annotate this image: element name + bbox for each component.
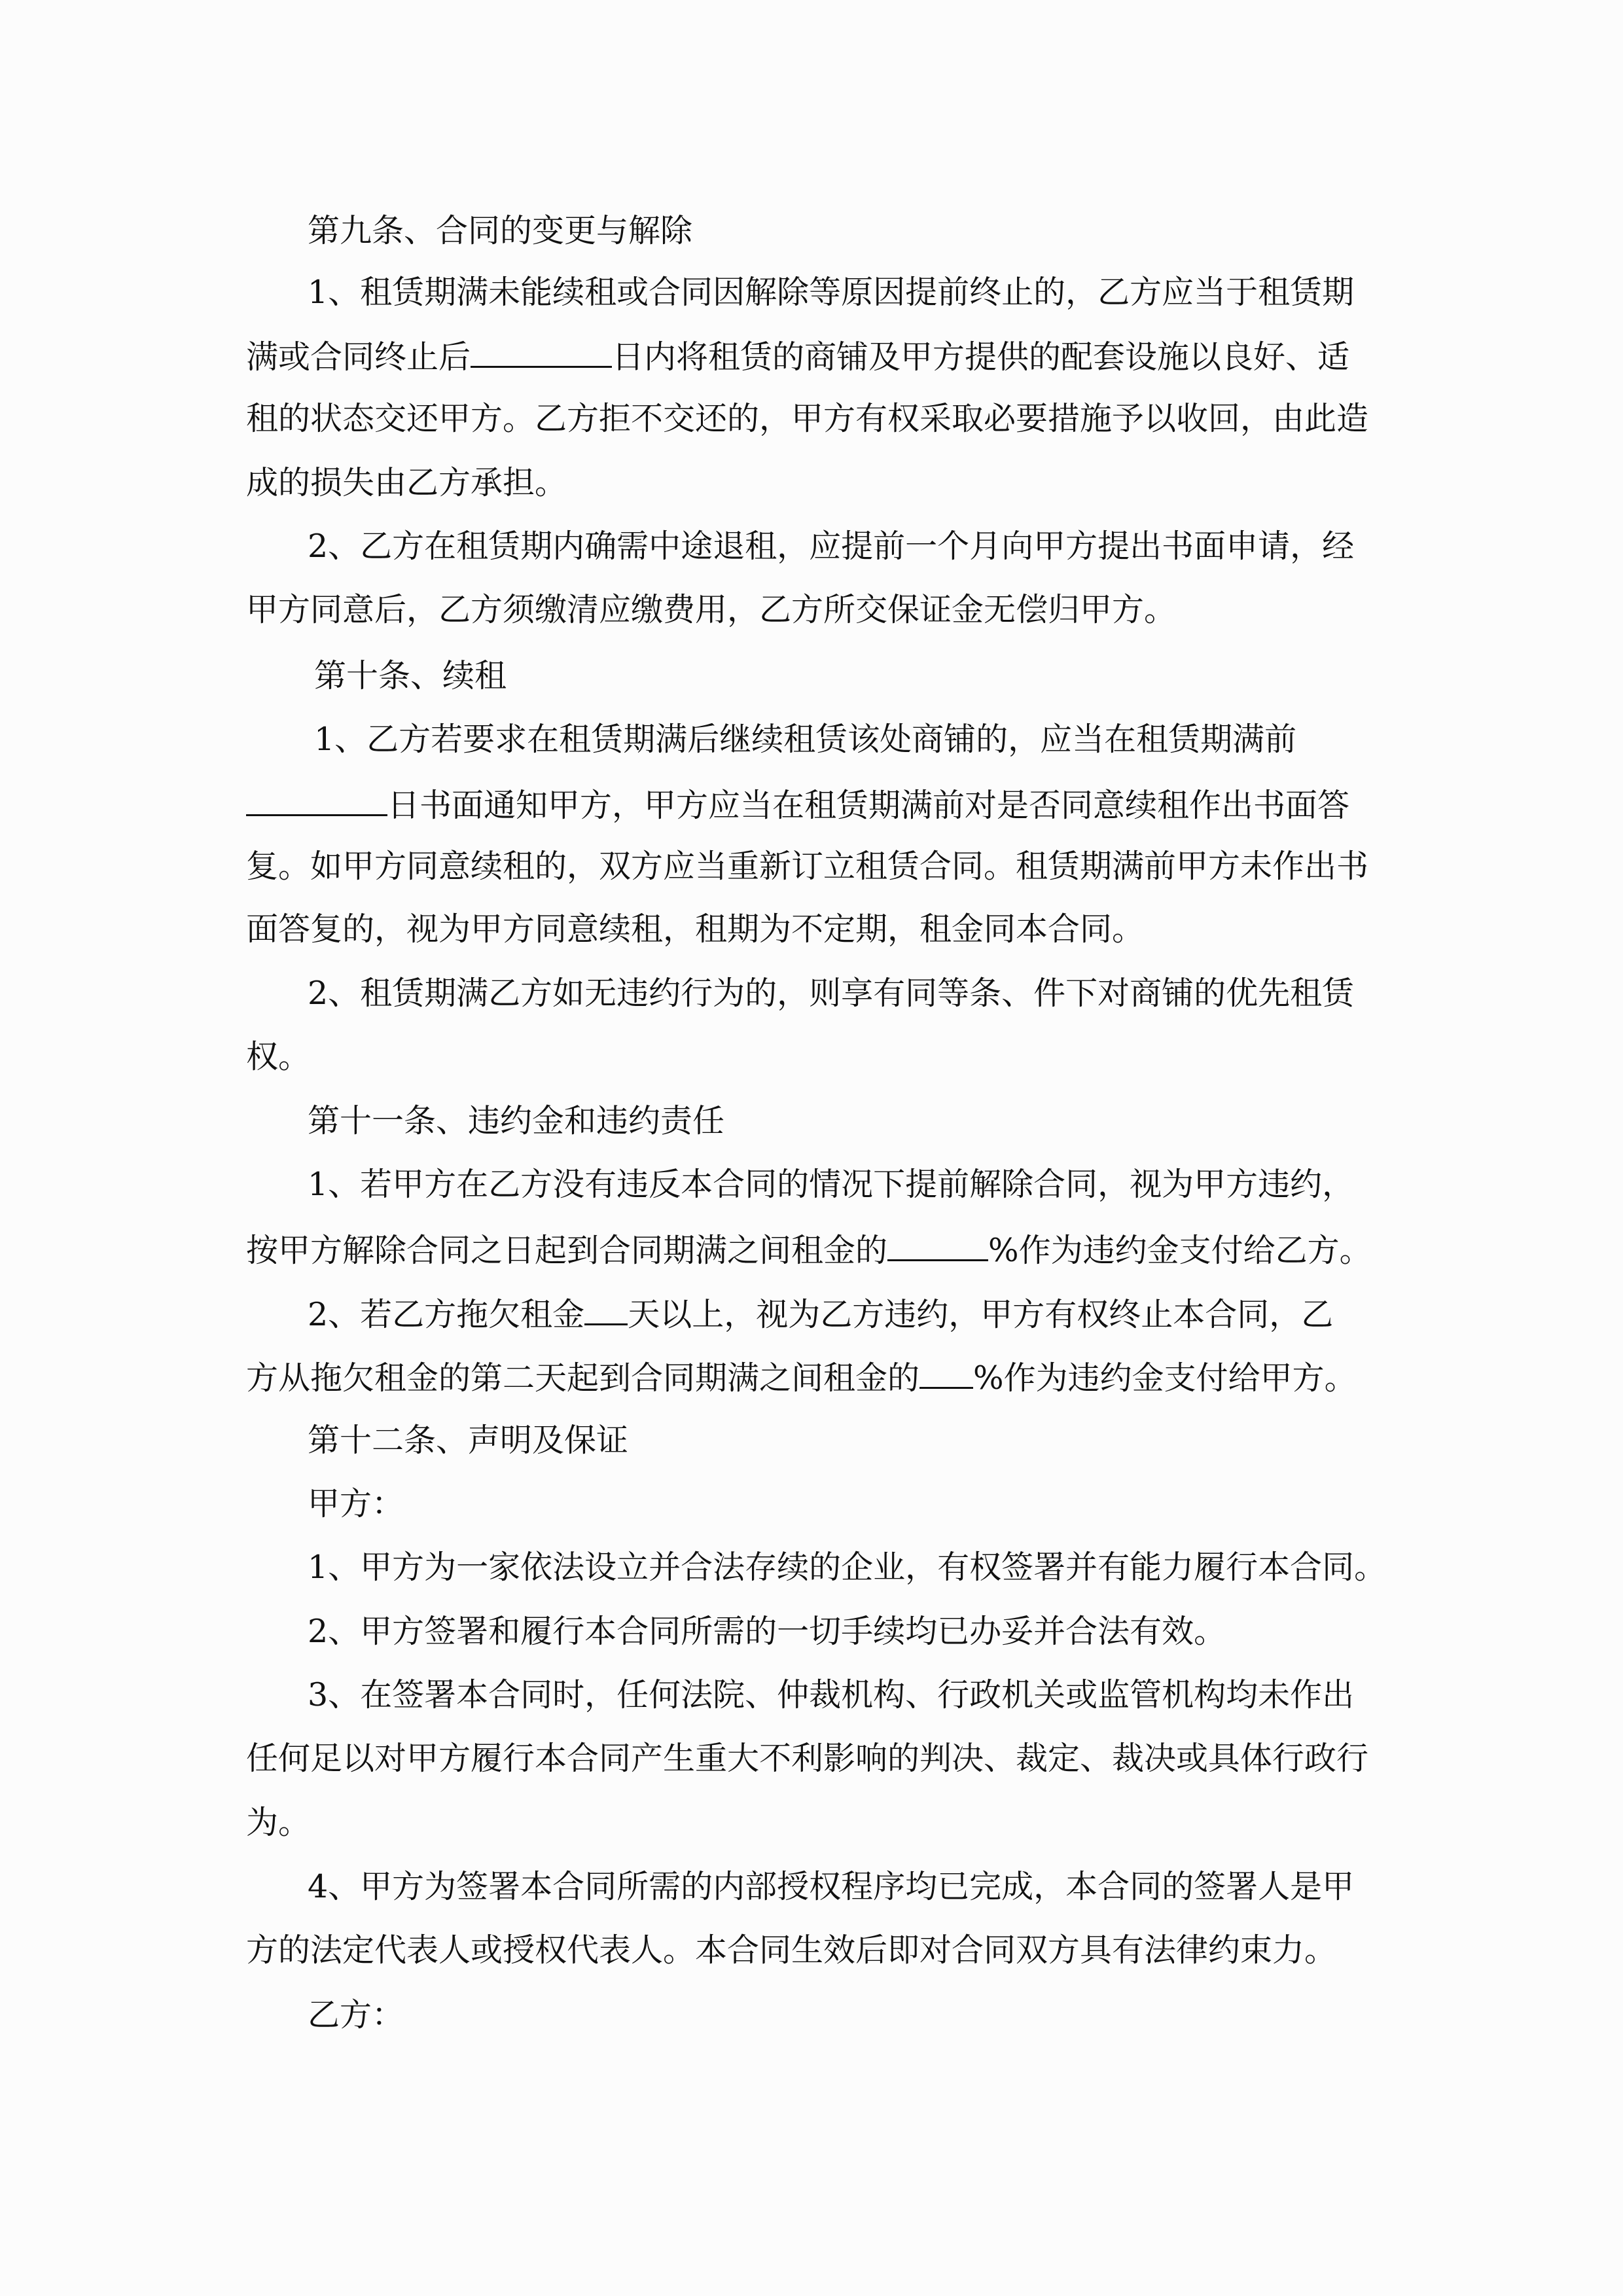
article-9-item-1-line-3: 租的状态交还甲方。乙方拒不交还的，甲方有权采取必要措施予以收回，由此造 — [246, 400, 1369, 437]
text-segment: 方从拖欠租金的第二天起到合同期满之间租金的 — [246, 1359, 920, 1397]
article-10-item-2-line-1: 2、租赁期满乙方如无违约行为的，则享有同等条、件下对商铺的优先租赁 — [308, 975, 1355, 1012]
fill-in-blank-days[interactable] — [471, 336, 612, 368]
article-12-item-4-line-2: 方的法定代表人或授权代表人。本合同生效后即对合同双方具有法律约束力。 — [246, 1931, 1337, 1969]
article-9-item-1-line-2 — [246, 336, 1349, 375]
text-segment: 2、若乙方拖欠租金 — [308, 1296, 585, 1333]
article-9-item-2-line-2: 甲方同意后，乙方须缴清应缴费用，乙方所交保证金无偿归甲方。 — [246, 591, 1177, 628]
fill-in-blank-notice-days[interactable] — [246, 784, 387, 816]
article-9-item-2-line-1: 2、乙方在租赁期内确需中途退租，应提前一个月向甲方提出书面申请，经 — [308, 528, 1355, 565]
article-10-item-2-line-2: 权。 — [246, 1038, 311, 1075]
text-segment: %作为违约金支付给甲方。 — [973, 1359, 1357, 1397]
text-segment: 满或合同终止后 — [246, 338, 471, 376]
article-10-item-1-line-2 — [246, 784, 1349, 823]
text-segment: 按甲方解除合同之日起到合同期满之间租金的 — [246, 1232, 888, 1269]
text-segment: 日书面通知甲方，甲方应当在租赁期满前对是否同意续租作出书面答 — [387, 787, 1350, 824]
article-11-item-2-line-1 — [308, 1293, 1333, 1333]
article-10-item-1-line-1: 1、乙方若要求在租赁期满后继续租赁该处商铺的，应当在租赁期满前 — [314, 721, 1297, 758]
text-segment: %作为违约金支付给乙方。 — [988, 1232, 1372, 1269]
article-11-item-2-line-2 — [246, 1357, 1357, 1396]
fill-in-blank-percent-a[interactable] — [887, 1229, 988, 1261]
article-11-item-1-line-2 — [246, 1229, 1372, 1268]
article-10-item-1-line-3: 复。如甲方同意续租的，双方应当重新订立租赁合同。租赁期满前甲方未作出书 — [246, 848, 1369, 885]
article-12-item-1: 1、甲方为一家依法设立并合法存续的企业，有权签署并有能力履行本合同。 — [308, 1549, 1387, 1586]
text-segment: 天以上，视为乙方违约，甲方有权终止本合同，乙 — [628, 1296, 1334, 1333]
article-10-item-1-line-4: 面答复的，视为甲方同意续租，租期为不定期，租金同本合同。 — [246, 910, 1145, 948]
article-12-item-2: 2、甲方签署和履行本合同所需的一切手续均已办妥并合法有效。 — [308, 1613, 1226, 1650]
article-9-item-1-line-1: 1、租赁期满未能续租或合同因解除等原因提前终止的，乙方应当于租赁期 — [308, 274, 1355, 311]
article-12-item-3-line-2: 任何足以对甲方履行本合同产生重大不利影响的判决、裁定、裁决或具体行政行 — [246, 1740, 1369, 1777]
text-segment: 日内将租赁的商铺及甲方提供的配套设施以良好、适 — [612, 338, 1350, 376]
party-a-label: 甲方： — [308, 1485, 404, 1522]
article-11-heading: 第十一条、违约金和违约责任 — [308, 1102, 725, 1139]
party-b-label: 乙方： — [308, 1996, 404, 2034]
fill-in-blank-percent-b[interactable] — [919, 1357, 973, 1389]
article-11-item-1-line-1: 1、若甲方在乙方没有违反本合同的情况下提前解除合同，视为甲方违约， — [308, 1166, 1355, 1203]
article-10-heading: 第十条、续租 — [314, 657, 507, 694]
article-12-item-4-line-1: 4、甲方为签署本合同所需的内部授权程序均已完成，本合同的签署人是甲 — [308, 1868, 1355, 1905]
article-12-heading: 第十二条、声明及保证 — [308, 1422, 629, 1459]
article-9-heading: 第九条、合同的变更与解除 — [308, 212, 693, 249]
article-9-item-1-line-4: 成的损失由乙方承担。 — [246, 464, 567, 501]
article-12-item-3-line-3: 为。 — [246, 1804, 311, 1841]
fill-in-blank-overdue-days[interactable] — [584, 1293, 628, 1325]
article-12-item-3-line-1: 3、在签署本合同时，任何法院、仲裁机构、行政机关或监管机构均未作出 — [308, 1676, 1355, 1713]
